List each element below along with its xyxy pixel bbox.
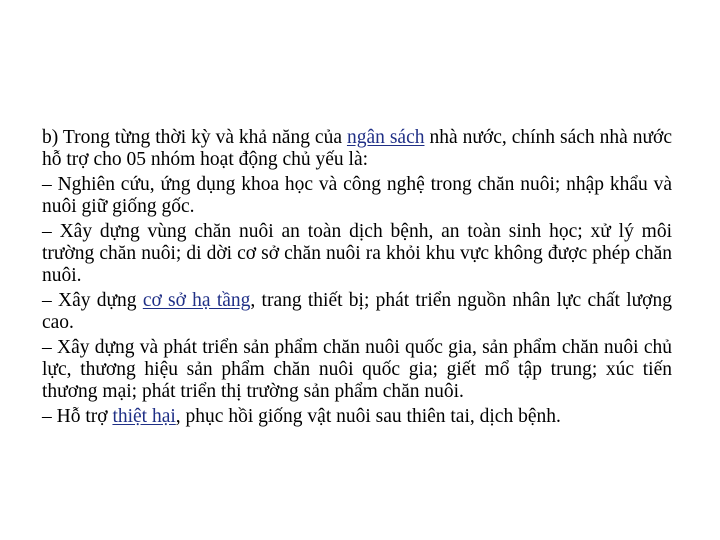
intro-paragraph bbox=[42, 127, 672, 171]
list-item-research: – Nghiên cứu, ứng dụng khoa học và công nghệ trong chăn nuôi; nhập khẩu và nuôi giữ giống gốc. bbox=[42, 174, 672, 217]
thiet-hai-link[interactable]: thiệt hại bbox=[112, 406, 176, 427]
item3-text-before: – Xây dựng bbox=[42, 290, 143, 311]
item5-text-before: – Hỗ trợ bbox=[42, 406, 113, 427]
list-item-safe-zone: – Xây dựng vùng chăn nuôi an toàn dịch bệnh, an toàn sinh học; xử lý môi trường chăn nuôi; di dời cơ sở chăn nuôi ra khỏi khu vực không được phép chăn nuôi. bbox=[42, 221, 672, 286]
intro-text-before: b) Trong từng thời kỳ và khả năng của bbox=[42, 127, 347, 148]
text-body bbox=[42, 127, 672, 431]
item3-text-after: , trang thiết bị; phát triển nguồn nhân lực chất lượng cao. bbox=[42, 290, 672, 333]
co-so-ha-tang-link[interactable]: cơ sở hạ tầng bbox=[142, 290, 251, 311]
list-item-damage-support bbox=[42, 406, 672, 428]
item5-text-after: , phục hồi giống vật nuôi sau thiên tai, dịch bệnh. bbox=[175, 406, 561, 427]
list-item-infrastructure bbox=[42, 290, 672, 334]
ngan-sach-link[interactable]: ngân sách bbox=[346, 127, 425, 148]
list-item-national-products: – Xây dựng và phát triển sản phẩm chăn nuôi quốc gia, sản phẩm chăn nuôi chủ lực, thương hiệu sản phẩm chăn nuôi quốc gia; giết mổ tập trung; xúc tiến thương mại; phát triển thị trường sản phẩm chăn nuôi. bbox=[42, 337, 672, 402]
intro-text-after: nhà nước, chính sách nhà nước hỗ trợ cho 05 nhóm hoạt động chủ yếu là: bbox=[42, 127, 672, 170]
